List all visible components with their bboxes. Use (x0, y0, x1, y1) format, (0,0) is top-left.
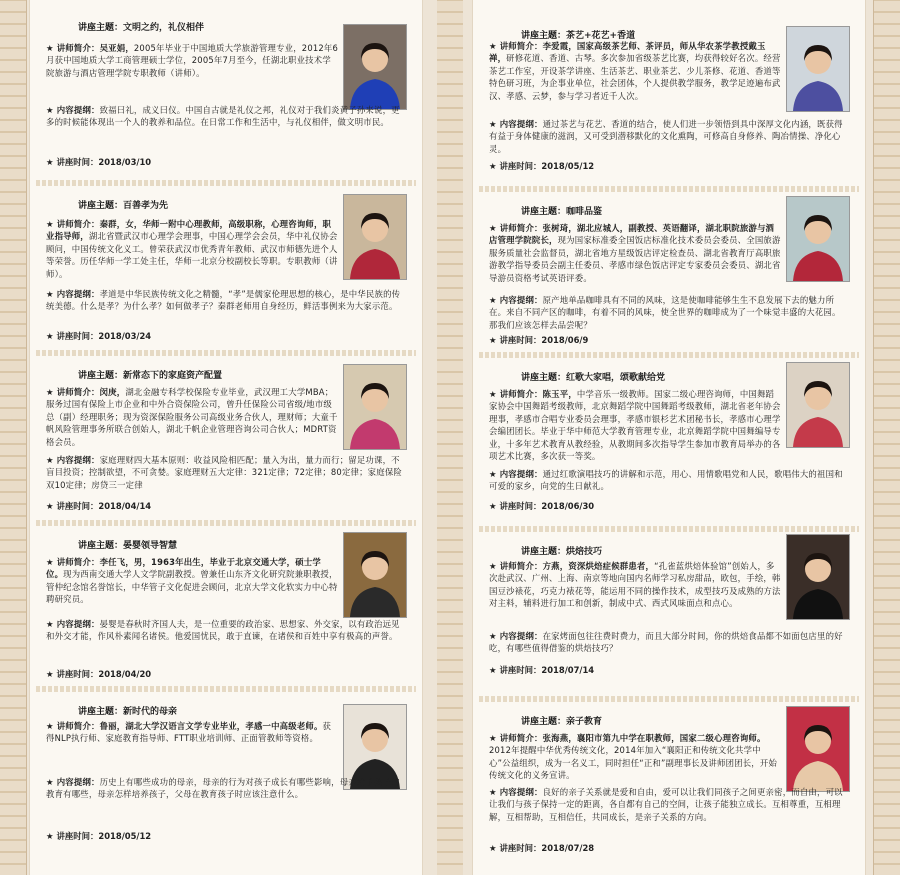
star-bullet-icon: ★ (489, 295, 497, 305)
lecture-time (46, 668, 151, 680)
time-value: 2018/03/10 (98, 157, 152, 167)
topic-title: 晏婴领导智慧 (123, 541, 178, 551)
star-bullet-icon: ★ (489, 631, 497, 641)
topic-label: 讲座主题： (78, 201, 124, 211)
lecture-card (473, 694, 865, 875)
outline-label: 内容提纲： (499, 119, 543, 129)
bio-text: 湖北金融专科学校保险专业毕业，武汉理工大学MBA；服务过国有保险上市企业和中外合资保险公司，曾升任保险公司省级/地市级总（副）经理职务；现为资深保险服务公司高级业务合伙人，理财师；大童千帆风险管理事务所联合创始人，湖北千帆企业管理咨询公司合伙人；MDRT资格会员。 (46, 387, 338, 447)
topic-title: 亲子教育 (566, 717, 603, 727)
time-label: 讲座时间： (56, 669, 99, 679)
bio-label: 讲师简介： (56, 721, 100, 731)
bio-label: 讲师简介： (499, 41, 543, 51)
lecture-time (489, 664, 594, 676)
star-bullet-icon: ★ (46, 721, 54, 731)
lecture-outline (489, 630, 849, 655)
lecturer-photo (786, 26, 850, 112)
time-label: 讲座时间： (499, 161, 542, 171)
card-divider (36, 180, 416, 186)
outline-label: 内容提纲： (56, 289, 100, 299)
star-bullet-icon: ★ (46, 777, 54, 787)
portrait-silhouette (344, 25, 406, 109)
star-bullet-icon: ★ (489, 389, 497, 399)
outline-label: 内容提纲： (499, 469, 543, 479)
topic-label: 讲座主题： (521, 717, 567, 727)
portrait-silhouette (344, 533, 406, 617)
outline-text: 致福曰礼，成义曰仪。中国自古就是礼仪之邦，礼仪对于我们炎黄子孙来说，更多的时候能体现出一个人的教养和品位。在日常工作和生活中，与礼仪相伴，做文明市民。 (46, 105, 400, 128)
lecture-time (46, 330, 151, 342)
lecture-topic (78, 538, 177, 551)
lecture-outline (46, 288, 406, 313)
outline-text: 通过茶艺与花艺、香道的结合，使人们进一步领悟到具中深厚文化内涵，既获得有益于身体健康的滋润，又可受到潜移默化的文化熏陶，可修高自身修养、陶冶情操、净化心灵。 (489, 119, 843, 154)
bio-text: 中学音乐一级教师。国家二级心理咨询师，中国舞蹈家协会中国舞蹈考级教师，北京舞蹈学院中国舞蹈考级教师，湖北省老年协会理事，孝感市合唱专业委员会理事，孝感市银杉艺术团秘书长，孝感市心理学会编团团长。毕业于华中师范大学教育管理专业，北京舞蹈学院中国舞编导专业，十多年艺术教育从教经验，从教期间多次指导学生参加市教育局举办的各项艺术比赛，多次获一等奖。 (489, 389, 781, 462)
lecturer-name: 方燕，资深烘焙症候群患者， (542, 561, 655, 571)
portrait-silhouette (787, 197, 849, 281)
lecturer-name: 李任飞，男，1963年出生，毕业于北京交通大学，硕士学位。 (46, 557, 321, 580)
topic-title: 咖啡品鉴 (566, 207, 603, 217)
topic-title: 文明之约，礼仪相伴 (123, 23, 205, 33)
lecture-card (473, 0, 865, 184)
portrait-silhouette (787, 535, 849, 619)
lecture-outline (489, 294, 849, 331)
star-bullet-icon: ★ (489, 119, 497, 129)
lecturer-photo (343, 364, 407, 450)
outline-text: 历史上有哪些成功的母亲，母亲的行为对孩子成长有哪些影响，母亲给予孩子的教育有哪些，母亲怎样培养孩子，父母在教育孩子时应该注意什么。 (46, 777, 400, 800)
topic-label: 讲座主题： (78, 707, 124, 717)
time-value: 2018/07/28 (541, 843, 595, 853)
bio-label: 讲师简介： (499, 389, 543, 399)
star-bullet-icon: ★ (46, 289, 54, 299)
star-bullet-icon: ★ (489, 733, 497, 743)
star-bullet-icon: ★ (46, 219, 54, 229)
lecturer-bio (489, 732, 781, 782)
lecture-time (46, 830, 151, 842)
lecturer-name: 闵庚， (99, 387, 126, 397)
portrait-silhouette (787, 363, 849, 447)
lecture-card (30, 518, 422, 684)
portrait-silhouette (787, 27, 849, 111)
time-value: 2018/03/24 (98, 331, 152, 341)
bio-text: 现为国家标准委全国饭店标准化技术委员会委员、全国旅游服务质量社会监督员，湖北省地方星级饭店评定检查员、湖北省教育厅高职旅游教学指导委员会副主任委员、孝感市绿色饭店评定专家委员会委员、湖北省导游员资格考试英语评委。 (489, 235, 781, 283)
topic-title: 新时代的母亲 (123, 707, 178, 717)
time-value: 2018/04/14 (98, 501, 152, 511)
star-bullet-icon: ★ (46, 43, 54, 53)
lecture-time (489, 500, 594, 512)
outline-text: 孝道是中华民族传统文化之精髓，“孝”是儒家伦理思想的核心，是中华民族的传统美德。什么是孝？为什么孝？如何做孝子？秦群老师用自身经历，鲜活事例来为大家示范。 (46, 289, 401, 312)
lecture-outline (46, 776, 406, 801)
lecture-time (489, 842, 594, 854)
bio-label: 讲师简介： (499, 561, 543, 571)
topic-title: 红歌大家唱，颂歌献给党 (566, 373, 666, 383)
lecturer-name: 李爱霞，国家高级茶艺师、茶评员，师从华农茶学教授戴玉禅， (489, 41, 766, 64)
lecturer-name: 张树琦，湖北应城人，副教授、英语翻译，湖北职院旅游与酒店管理学院院长， (489, 223, 775, 246)
lecturer-photo (343, 194, 407, 280)
time-value: 2018/04/20 (98, 669, 152, 679)
lecture-card (30, 0, 422, 178)
lecture-card (473, 184, 865, 350)
lecture-topic (521, 544, 602, 557)
star-bullet-icon: ★ (46, 455, 54, 465)
outline-label: 内容提纲： (56, 777, 100, 787)
outline-label: 内容提纲： (499, 295, 543, 305)
topic-label: 讲座主题： (78, 541, 124, 551)
lecturer-bio (46, 218, 338, 280)
lecturer-name: 陈玉平， (542, 389, 577, 399)
star-bullet-icon: ★ (489, 161, 497, 171)
right-border-pattern (873, 0, 900, 875)
outline-label: 内容提纲： (499, 787, 543, 797)
lecturer-name: 张海燕，襄阳市第九中学在职教师，国家二级心理咨询师。 (542, 733, 766, 743)
lecturer-bio (489, 388, 781, 462)
star-bullet-icon: ★ (46, 619, 54, 629)
time-label: 讲座时间： (56, 501, 99, 511)
outline-label: 内容提纲： (499, 631, 543, 641)
left-column (30, 0, 422, 875)
portrait-silhouette (787, 707, 849, 791)
star-bullet-icon: ★ (46, 501, 54, 511)
lecturer-bio (489, 40, 781, 102)
card-divider (36, 520, 416, 526)
star-bullet-icon: ★ (489, 501, 497, 511)
portrait-silhouette (344, 195, 406, 279)
lecturer-bio (46, 386, 338, 448)
bio-text: 2005年毕业于中国地质大学旅游管理专业，2012年6月获中国地质大学工商管理硕士学位，2005年7月至今，任湖北职业技术学院旅游与酒店管理学院专职教师（讲师）。 (46, 43, 339, 78)
lecturer-photo (343, 532, 407, 618)
card-divider (479, 352, 859, 358)
time-value: 2018/07/14 (541, 665, 595, 675)
bio-label: 讲师简介： (56, 387, 100, 397)
star-bullet-icon: ★ (46, 831, 54, 841)
bio-text: 湖北省暨武汉市心理学会理事，中国心理学会会员，华中礼仪协会顾问，中国传统文化义工。曾荣获武汉市优秀青年教师、武汉市师德先进个人等荣誉。历任华师一学工处主任，华师一北京分校副校长等职。专职教师（讲师）。 (46, 231, 338, 279)
bio-label: 讲师简介： (499, 733, 543, 743)
bio-text: 获得NLP执行师、家庭教育指导师、FTT职业培训师、正面管教师等资格。 (46, 721, 332, 744)
lecturer-name: 吴亚娟， (99, 43, 134, 53)
outline-text: 晏婴是春秋时齐国人夫，是一位重要的政治家、思想家、外交家，以有政治远见和外交才能，作风朴素闻名诸侯。他爱国忧民，敢于直谏，在诸侯和百姓中享有极高的声誉。 (46, 619, 400, 642)
right-column (473, 0, 865, 875)
topic-label: 讲座主题： (521, 207, 567, 217)
topic-title: 烘焙技巧 (566, 547, 603, 557)
time-label: 讲座时间： (56, 831, 99, 841)
card-divider (479, 696, 859, 702)
time-value: 2018/06/9 (541, 335, 589, 345)
lecturer-name: 秦群，女，华师一附中心理教师，高级职称，心理咨询师，职业指导师， (46, 219, 332, 242)
outline-text: 良好的亲子关系就是爱和自由，爱可以让我们同孩子之间更亲密，而自由，可以让我们与孩子保持一定的距离，各自都有自己的空间，让孩子能独立成长。互相尊重，互相理解，互相帮助，互相信任，共同成长，是亲子关系的方向。 (489, 787, 843, 822)
topic-label: 讲座主题： (521, 547, 567, 557)
time-label: 讲座时间： (499, 665, 542, 675)
lecture-topic (78, 198, 168, 211)
lecture-card (473, 350, 865, 524)
topic-title: 百善孝为先 (123, 201, 169, 211)
time-value: 2018/05/12 (541, 161, 595, 171)
card-divider (36, 686, 416, 692)
time-label: 讲座时间： (499, 843, 542, 853)
topic-label: 讲座主题： (521, 31, 567, 41)
lecture-outline (46, 454, 406, 491)
topic-label: 讲座主题： (78, 371, 124, 381)
lecturer-photo (786, 706, 850, 792)
outline-text: 原产地单品咖啡具有不同的风味，这是使咖啡能够生生不息发展下去的魅力所在。来自不同产区的咖啡，有着不同的风味，使全世界的咖啡成为了一个味觉丰盛的大花园。那我们应该怎样去品尝呢？ (489, 295, 841, 330)
lecturer-photo (786, 362, 850, 448)
bio-label: 讲师简介： (56, 43, 100, 53)
outline-text: 在家烤面包往往费时费力，而且大部分时间，你的烘焙食品都不如面包店里的好吃，有哪些值得借鉴的烘焙技巧？ (489, 631, 843, 654)
topic-label: 讲座主题： (521, 373, 567, 383)
lecture-topic (521, 204, 602, 217)
star-bullet-icon: ★ (46, 105, 54, 115)
lecture-outline (489, 786, 849, 823)
time-label: 讲座时间： (56, 331, 99, 341)
topic-title: 新常态下的家庭资产配置 (123, 371, 223, 381)
star-bullet-icon: ★ (489, 843, 497, 853)
lecture-outline (489, 468, 849, 493)
lecture-topic (78, 20, 204, 33)
lecturer-bio (46, 556, 338, 606)
lecturer-bio (46, 720, 338, 745)
lecturer-bio (46, 42, 338, 79)
star-bullet-icon: ★ (489, 665, 497, 675)
bio-text: “孔雀蓝烘焙体验馆”创始人，多次赴武汉、广州、上海、南京等地向国内名师学习私房甜品，欧包，手绘，韩国豆沙裱花，巧克力裱花等，能运用不同的操作技术，成型技巧及成熟的方法对主料，辅料进行加工和创新，制成中式、西式风味面点和点心。 (489, 561, 781, 609)
lecture-outline (489, 118, 849, 155)
lecture-card (30, 178, 422, 348)
lecture-time (489, 160, 594, 172)
lecture-topic (521, 714, 602, 727)
lecture-card (473, 524, 865, 694)
outline-label: 内容提纲： (56, 455, 100, 465)
time-value: 2018/06/30 (541, 501, 595, 511)
card-divider (36, 350, 416, 356)
left-border-pattern (0, 0, 27, 875)
star-bullet-icon: ★ (46, 157, 54, 167)
outline-label: 内容提纲： (56, 619, 100, 629)
star-bullet-icon: ★ (46, 669, 54, 679)
lecture-time (46, 156, 151, 168)
star-bullet-icon: ★ (489, 561, 497, 571)
lecture-time (46, 500, 151, 512)
outline-label: 内容提纲： (56, 105, 100, 115)
lecturer-name: 鲁丽，湖北大学汉语言文学专业毕业，孝感一中高级老师。 (99, 721, 323, 731)
outline-text: 通过红歌演唱技巧的讲解和示范，用心、用情歌唱党和人民，歌唱伟大的祖国和可爱的家乡，向党的生日献礼。 (489, 469, 843, 492)
lecturer-bio (489, 560, 781, 610)
lecturer-photo (786, 196, 850, 282)
star-bullet-icon: ★ (489, 223, 497, 233)
bio-label: 讲师简介： (56, 557, 100, 567)
lecture-topic (521, 370, 665, 383)
bio-text: 现为西南交通大学人文学院副教授。曾兼任山东齐文化研究院兼职教授，管仲纪念馆名誉馆长，中华管子文化促进会顾问，北京大学文化软实力中心特聘研究员。 (46, 569, 338, 605)
lecture-topic (78, 368, 222, 381)
bio-text: 2012年提醒中华优秀传统文化，2014年加入“襄阳正和传统文化共学中心”公益组织，成为一名义工，同时担任“正和”副理事长及讲师团团长，开始传统文化的义务宣讲。 (489, 745, 778, 781)
bio-label: 讲师简介： (56, 219, 100, 229)
lecturer-photo (786, 534, 850, 620)
star-bullet-icon: ★ (489, 41, 497, 51)
lecture-card (30, 348, 422, 518)
star-bullet-icon: ★ (46, 331, 54, 341)
lecture-time (489, 334, 588, 346)
lecture-topic (78, 704, 177, 717)
topic-label: 讲座主题： (78, 23, 124, 33)
star-bullet-icon: ★ (46, 387, 54, 397)
star-bullet-icon: ★ (46, 557, 54, 567)
center-border-pattern (437, 0, 463, 875)
star-bullet-icon: ★ (489, 335, 497, 345)
time-value: 2018/05/12 (98, 831, 152, 841)
lecture-outline (46, 104, 406, 129)
lecture-outline (46, 618, 406, 643)
portrait-silhouette (344, 365, 406, 449)
lecturer-photo (343, 24, 407, 110)
time-label: 讲座时间： (499, 335, 542, 345)
topic-title: 茶艺+花艺+香道 (566, 31, 636, 41)
lecture-card (30, 684, 422, 875)
time-label: 讲座时间： (499, 501, 542, 511)
star-bullet-icon: ★ (489, 787, 497, 797)
time-label: 讲座时间： (56, 157, 99, 167)
lecturer-bio (489, 222, 781, 284)
bio-label: 讲师简介： (499, 223, 543, 233)
outline-text: 家庭理财四大基本原则：收益风险相匹配；量入为出，量力而行；留足功课，不盲目投资；控制欲望，不可贪婪。家庭理财五大定律：321定律；72定律；80定律；家庭保险双10定律；房贷三一定律 (46, 455, 402, 490)
card-divider (479, 186, 859, 192)
card-divider (479, 526, 859, 532)
star-bullet-icon: ★ (489, 469, 497, 479)
bio-text: 研修花道、香道、古琴。多次参加省级茶艺比赛，均获得较好名次。经营茶艺工作室，开设茶学讲座、生活茶艺、职业茶艺、少儿茶修、花道、香道等特色研习班，为企事业单位，社会团体，个人提供教学服务，教学足迹遍布武汉、孝感、云梦，参与学习者近千人次。 (489, 53, 781, 101)
